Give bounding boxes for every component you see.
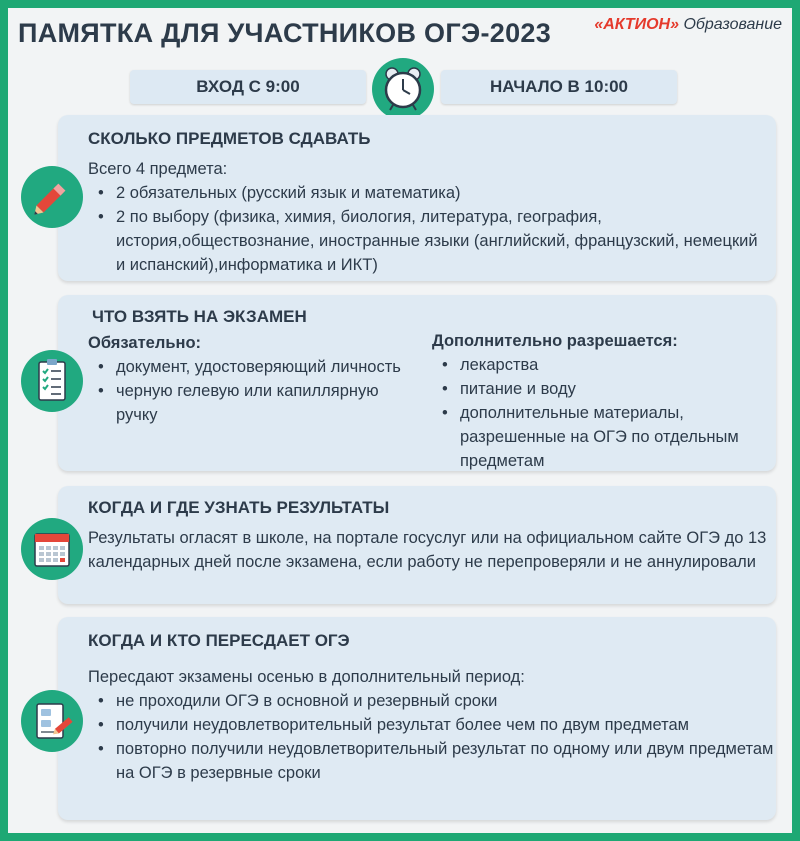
brand-logo <box>594 16 782 34</box>
list-item: • документ, удостоверяющий личность <box>88 355 418 379</box>
list-item: • повторно получили неудовлетворительный результат по одному или двум предметам на ОГЭ в резервные сроки <box>88 737 778 785</box>
retake-list <box>88 689 778 785</box>
what-to-take-card <box>58 295 776 471</box>
list-item: • не проходили ОГЭ в основной и резервный сроки <box>88 689 778 713</box>
retake-intro: Пересдают экзамены осенью в дополнительный период: <box>88 668 525 686</box>
brand-name: «АКТИОН» <box>594 16 679 33</box>
pencil-icon <box>21 166 83 228</box>
results-text: Результаты огласят в школе, на портале госуслуг или на официальном сайте ОГЭ до 13 календарных дней после экзамена, если работу не перепроверяли и не аннулировали <box>88 529 767 571</box>
list-item: • питание и воду <box>432 377 762 401</box>
entry-time-badge: ВХОД С 9:00 <box>130 70 366 104</box>
document-edit-icon <box>21 690 83 752</box>
list-item: • черную гелевую или капиллярную ручку <box>88 379 418 427</box>
subjects-title: СКОЛЬКО ПРЕДМЕТОВ СДАВАТЬ <box>88 129 371 148</box>
subjects-list <box>88 181 768 277</box>
retake-title: КОГДА И КТО ПЕРЕСДАЕТ ОГЭ <box>88 631 350 650</box>
list-item: • дополнительные материалы, разрешенные на ОГЭ по отдельным предметам <box>432 401 762 473</box>
retake-card <box>58 617 776 820</box>
allowed-heading: Дополнительно разрешается: <box>432 332 678 350</box>
calendar-icon <box>21 518 83 580</box>
alarm-clock-icon <box>372 58 434 120</box>
results-title: КОГДА И ГДЕ УЗНАТЬ РЕЗУЛЬТАТЫ <box>88 498 390 517</box>
brand-suffix: Образование <box>683 16 782 33</box>
results-card <box>58 486 776 604</box>
list-item: • лекарства <box>432 353 762 377</box>
list-item: • 2 обязательных (русский язык и математика) <box>88 181 768 205</box>
subjects-card <box>58 115 776 281</box>
start-time-badge: НАЧАЛО В 10:00 <box>441 70 677 104</box>
checklist-icon <box>21 350 83 412</box>
what-to-take-title: ЧТО ВЗЯТЬ НА ЭКЗАМЕН <box>92 307 307 326</box>
required-heading: Обязательно: <box>88 334 202 352</box>
page-title: ПАМЯТКА ДЛЯ УЧАСТНИКОВ ОГЭ-2023 <box>18 18 552 48</box>
list-item: • 2 по выбору (физика, химия, биология, литература, география, история,обществознание, иностранные языки (английский, французский, немецкий и испанский),информатика и ИКТ) <box>88 205 768 277</box>
infographic-page <box>8 8 792 833</box>
subjects-intro: Всего 4 предмета: <box>88 160 228 178</box>
list-item: • получили неудовлетворительный результат более чем по двум предметам <box>88 713 778 737</box>
required-list <box>88 355 418 427</box>
allowed-list <box>432 353 762 473</box>
